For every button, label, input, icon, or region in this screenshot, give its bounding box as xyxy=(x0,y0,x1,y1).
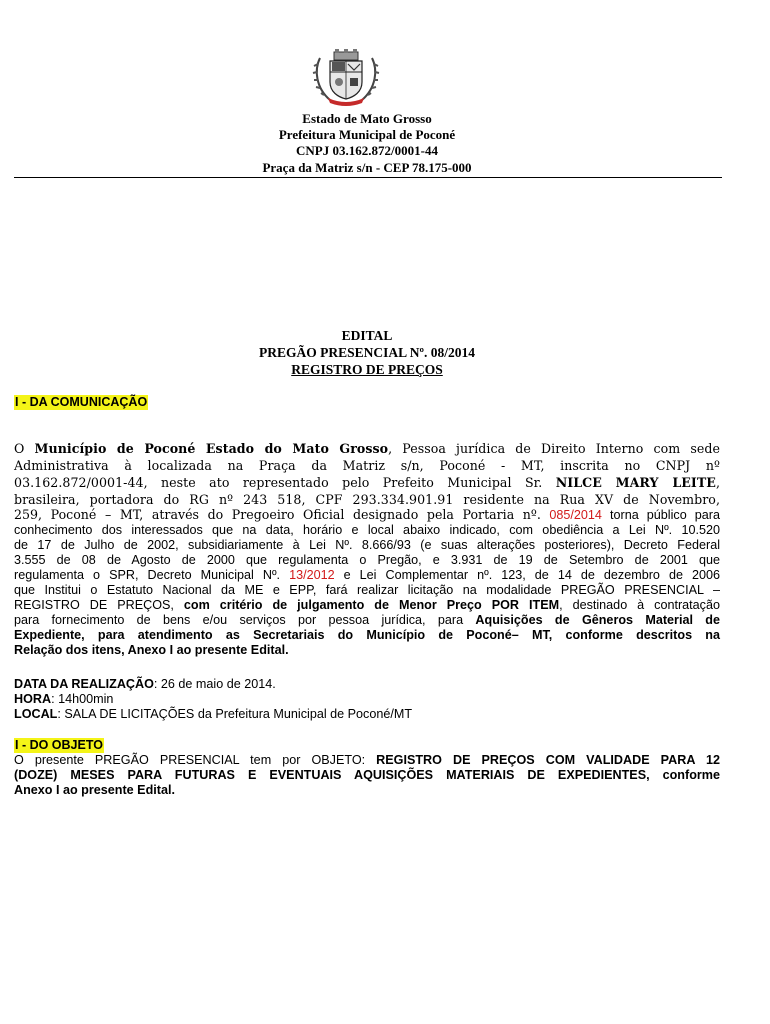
municipal-coat-of-arms-icon xyxy=(312,48,380,106)
intro-line: Administrativa à localizada na Praça da Matriz s/n, Poconé - MT, inscrita no CNPJ nº xyxy=(14,458,720,473)
event-info xyxy=(14,677,720,722)
event-location: LOCAL: SALA DE LICITAÇÕES da Prefeitura Municipal de Poconé/MT xyxy=(14,707,413,721)
objeto-paragraph xyxy=(14,753,720,798)
header-cnpj: CNPJ 03.162.872/0001-44 xyxy=(296,143,438,158)
body-line: conhecimento dos interessados que na data, horário e local abaixo indicado, com obediência a Lei Nº. 10.520 xyxy=(14,523,720,537)
doc-title-edital: EDITAL xyxy=(341,328,393,343)
body-line: para fornecimento de bens e/ou serviços por pessoa jurídica, para Aquisições de Gêneros Material de xyxy=(14,613,720,627)
intro-line: 03.162.872/0001-44, neste ato representado pelo Prefeito Municipal Sr. NILCE MARY LEITE, xyxy=(14,475,720,490)
objeto-line: O presente PREGÃO PRESENCIAL tem por OBJETO: REGISTRO DE PREÇOS COM VALIDADE PARA 12 xyxy=(14,753,720,767)
body-line: Expediente, para atendimento as Secretariais do Município de Poconé– MT, conforme descritos na xyxy=(14,628,720,642)
event-date: DATA DA REALIZAÇÃO: 26 de maio de 2014. xyxy=(14,677,276,691)
intro-line: O Município de Poconé Estado do Mato Grosso, Pessoa jurídica de Direito Interno com sede xyxy=(14,441,720,456)
body-line: regulamenta o SPR, Decreto Municipal Nº. 13/2012 e Lei Complementar nº. 123, de 14 de dezembro de 2006 xyxy=(14,568,720,582)
event-time: HORA: 14h00min xyxy=(14,692,114,706)
section-heading-comunicacao: I - DA COMUNICAÇÃO xyxy=(15,395,148,409)
section-heading-objeto: I - DO OBJETO xyxy=(15,738,103,752)
header-address: Praça da Matriz s/n - CEP 78.175-000 xyxy=(262,160,472,175)
intro-line: brasileira, portadora do RG nº 243 518, CPF 293.334.901.91 residente na Rua XV de Novembro, xyxy=(14,492,720,507)
header-prefeitura: Prefeitura Municipal de Poconé xyxy=(278,127,456,142)
body-line: 259, Poconé – MT, através do Pregoeiro Oficial designado pela Portaria nº. 085/2014 torna público para xyxy=(14,507,720,522)
body-paragraph xyxy=(14,507,720,658)
body-line: 3.555 de 08 de Agosto de 2000 que regulamenta o Pregão, e 3.931 de 19 de Setembro de 2001 que xyxy=(14,553,720,567)
header-divider xyxy=(14,177,722,178)
body-line: de 17 de Julho de 2002, subsidiariamente à Lei Nº. 8.666/93 (e suas alterações posteriores), Decreto Federal xyxy=(14,538,720,552)
intro-paragraph xyxy=(14,440,720,508)
doc-title-registro: REGISTRO DE PREÇOS xyxy=(291,362,443,377)
body-line: que Institui o Estatuto Nacional da ME e EPP, fará realizar licitação na modalidade PREGÃO PRESENCIAL – xyxy=(14,583,720,597)
doc-title-pregao: PREGÃO PRESENCIAL Nº. 08/2014 xyxy=(259,345,475,360)
objeto-line: Anexo I ao presente Edital. xyxy=(14,783,175,797)
objeto-line: (DOZE) MESES PARA FUTURAS E EVENTUAIS AQUISIÇÕES MATERIAIS DE EXPEDIENTES, conforme xyxy=(14,768,720,782)
body-line: Relação dos itens, Anexo I ao presente Edital. xyxy=(14,643,289,657)
body-line: REGISTRO DE PREÇOS, com critério de julgamento de Menor Preço POR ITEM, destinado à contratação xyxy=(14,598,720,612)
header-state: Estado de Mato Grosso xyxy=(302,111,432,126)
